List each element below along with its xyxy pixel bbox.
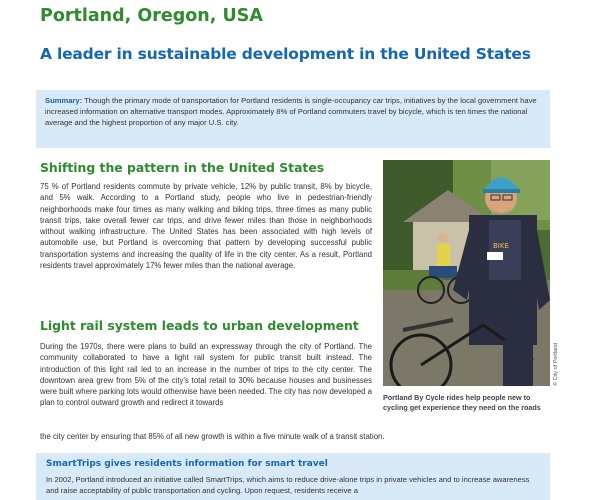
summary-box (36, 90, 550, 148)
section-heading-shifting: Shifting the pattern in the United States (40, 160, 325, 175)
page-subtitle: A leader in sustainable development in the United States (40, 45, 531, 63)
summary-text: Though the primary mode of transportation for Portland residents is single-occupancy car trips, initiatives by the local government have increased information on alternative transport modes. Approximately 8% of Portland commuters travel by bicycle, which is ten times the national average and the highest proportion of any major U.S. city. (45, 96, 537, 128)
summary-label: Summary: (45, 96, 83, 105)
smarttrips-heading: SmartTrips gives residents information for smart travel (46, 459, 328, 469)
photo-credit: © City of Portland (553, 342, 559, 386)
page-title: Portland, Oregon, USA (40, 6, 263, 26)
svg-text:BIKE: BIKE (493, 242, 509, 250)
smarttrips-box (36, 453, 550, 500)
photo-caption: Portland By Cycle rides help people new to cycling get experience they need on the roads (383, 393, 541, 413)
cyclist-photo-illustration (383, 160, 550, 386)
section-text-rail-continued: the city center by ensuring that 85% of all new growth is within a five minute walk of a transit station. (40, 432, 385, 441)
section-text-shifting: 75 % of Portland residents commute by private vehicle, 12% by public transit, 8% by bicycle, and 5% walk. According to a Portland study, people who live in pedestrian-friendly neighborhoods make four times as many walking and biking trips, three times as many public transit trips, take overall fewer car trips, and drive fewer miles than those in neighborhoods without walking infrastructure. The United States has been associated with high levels of automobile use, but Portland is overcoming that pattern by developing successful public transportation systems and increasing the quality of life in the city center. As a result, Portland residents travel approximately 17% fewer miles than the national average. (40, 182, 372, 271)
smarttrips-text: In 2002, Portland introduced an initiative called SmartTrips, which aims to reduce drive-alone trips in private vehicles and to increase awareness and raise acceptability of public transportation and cycling. Upon request, residents receive a (46, 475, 530, 495)
section-text-rail: During the 1970s, there were plans to build an expressway through the city of Portland. The community collaborated to have a light rail system for public transit built instead. The introduction of this light rail led to an increase in the number of trips to the city center. The downtown area grew from 5% of the city's total retail to 30% because houses and businesses were built where parking lots would otherwise have been needed. The city has now developed a plan to control outward growth and redirect it towards (40, 342, 372, 408)
section-heading-rail: Light rail system leads to urban development (40, 318, 359, 333)
cyclist-photo (383, 160, 550, 386)
